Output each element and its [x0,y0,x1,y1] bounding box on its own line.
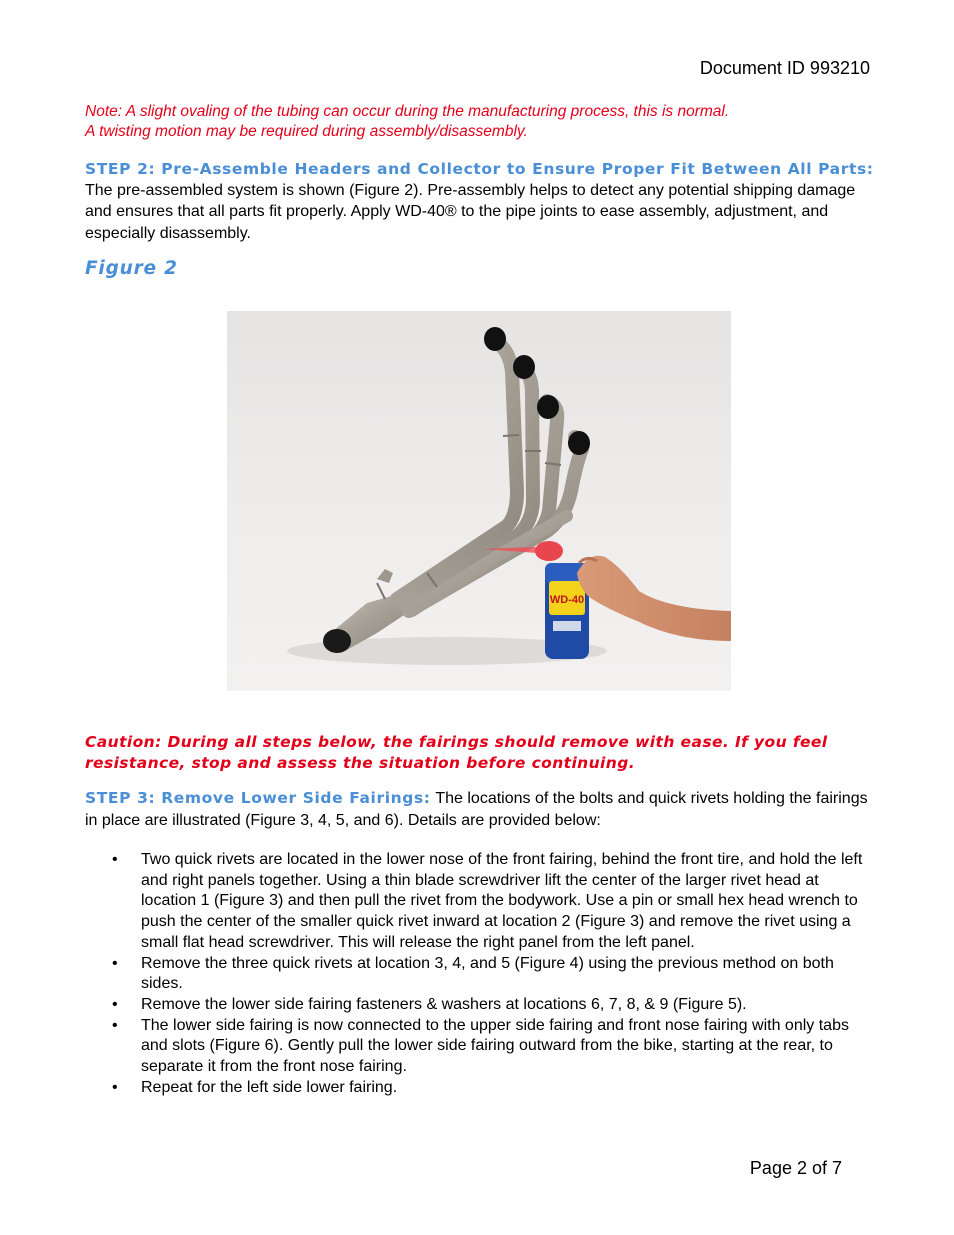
list-item [108,954,878,995]
caution-warning: Caution: During all steps below, the fairings should remove with ease. If you feel resistance, stop and assess the situation before continuing. [85,733,828,772]
bullet-marker: • [112,954,118,972]
step-3-text: The locations of the bolts and quick rivets holding the fairings in place are illustrated (Figure 3, 4, 5, and 6). Details are provided below: [85,790,868,829]
list-item-text: Remove the lower side fairing fasteners & washers at locations 6, 7, 8, & 9 (Figure 5). [141,995,747,1013]
header-assembly-illustration [227,311,731,691]
list-item [108,1078,878,1099]
note-line-2: A twisting motion may be required during assembly/disassembly. [85,123,528,140]
manufacturing-note [85,102,885,142]
header-assembly-photo [227,311,731,691]
list-item [108,995,878,1016]
list-item-text: Repeat for the left side lower fairing. [141,1078,398,1096]
step-2-text: The pre-assembled system is shown (Figure 2). Pre-assembly helps to detect any potential shipping damage and ensures that all parts fit properly. Apply WD-40® to the pipe joints to ease assembly, adjustment, and especially disassembly. [85,181,856,242]
collector-outlet [323,629,351,653]
list-item-text: Two quick rivets are located in the lower nose of the front fairing, behind the front tire, and hold the left and right panels together. Using a thin blade screwdriver lift the center of the larger rivet head at location 1 (Figure 3) and then pull the rivet from the bodywork. Use a pin or small hex head wrench to push the center of the smaller quick rivet inward at location 2 (Figure 3) and remove the rivet using a small flat head screwdriver. This will release the right panel from the left panel. [141,851,863,951]
step-3-bullet-list [108,850,878,1098]
list-item-text: Remove the three quick rivets at location 3, 4, and 5 (Figure 4) using the previous method on both sides. [141,954,834,993]
mount-tab [377,569,393,583]
list-item [108,850,878,954]
list-item-text: The lower side fairing is now connected to the upper side fairing and front nose fairing with only tabs and slots (Figure 6). Gently pull the lower side fairing outward from the bike, starting at the rear, to separate it from the front nose fairing. [141,1016,849,1076]
bullet-marker: • [112,995,118,1013]
step-3-heading: STEP 3: Remove Lower Side Fairings: [85,789,431,807]
can-label: WD-40 [549,594,585,606]
figure-2-label: Figure 2 [85,258,178,279]
document-id: Document ID 993210 [699,58,870,78]
step-2-heading: STEP 2: Pre-Assemble Headers and Collector to Ensure Proper Fit Between All Parts: [85,160,874,178]
bullet-marker: • [112,1016,118,1034]
list-item [108,1016,878,1078]
step-2-paragraph [85,159,875,244]
hand-and-arm [577,556,731,641]
note-line-1: Note: A slight ovaling of the tubing can occur during the manufacturing process, this is normal. [85,103,730,120]
bullet-marker: • [112,1078,118,1096]
spray-cap [535,541,563,561]
page-number: Page 2 of 7 [749,1158,842,1178]
step-3-paragraph [85,788,875,831]
bullet-marker: • [112,851,118,868]
